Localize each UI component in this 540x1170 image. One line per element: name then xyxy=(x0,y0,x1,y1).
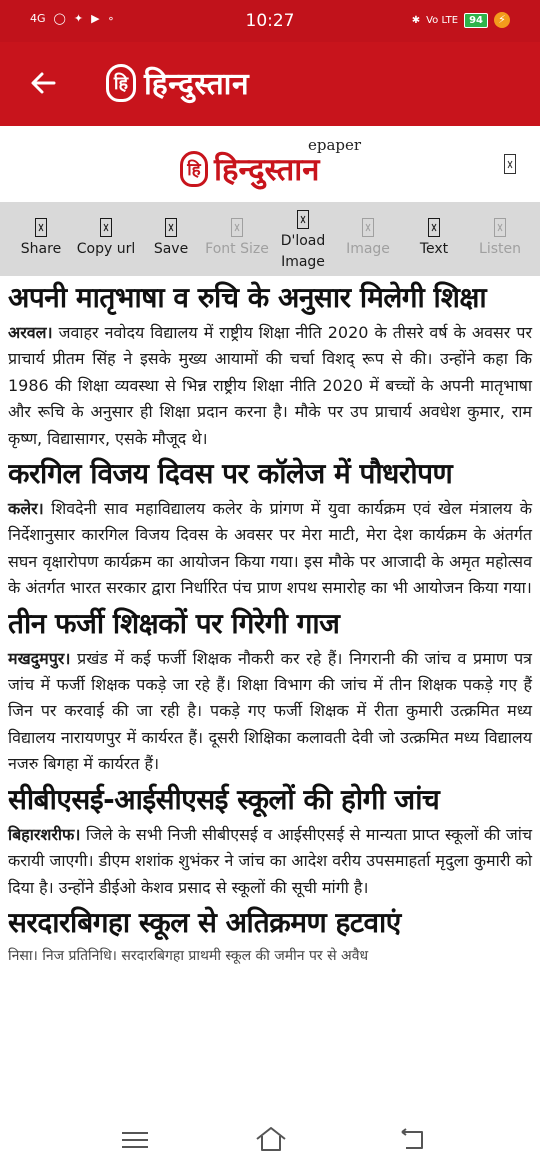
article xyxy=(0,602,540,778)
recent-apps-icon[interactable] xyxy=(122,1130,148,1150)
share-button[interactable] xyxy=(20,208,62,260)
article-text: निसा। निज प्रतिनिधि। सरदारबिगहा प्राथमी स्कूल की जमीन पर से अवैध xyxy=(8,947,369,964)
app-logo xyxy=(106,62,249,103)
whatsapp-icon: ◯ xyxy=(53,12,66,25)
image-icon xyxy=(362,218,374,237)
app-bar xyxy=(0,42,540,126)
network-indicator: 4G xyxy=(30,12,46,25)
back-arrow-icon[interactable] xyxy=(26,66,60,100)
logo-mark-icon: हि xyxy=(106,64,136,102)
youtube-icon: ▶ xyxy=(91,12,100,25)
article-text: शिवदेनी साव महाविद्यालय कलेर के प्रांगण में युवा कार्यक्रम एवं खेल मंत्रालय के निर्देशानुसार कारगिल विजय दिवस के अवसर पर मेरा माटी, मेरा देश कार्यक्रम के अंतर्गत सघन वृक्षारोपण कार्यक्रम का आयोजन किया गया। इस मौके पर आजादी के अमृत महोत्सव के अंतर्गत भारत सरकार द्वारा निर्धारित पंच प्राण शपथ समारोह का भी आयोजन किया गया। xyxy=(8,499,532,598)
article-body xyxy=(8,496,532,602)
article-body xyxy=(8,945,532,975)
article-toolbar xyxy=(0,202,540,276)
article xyxy=(0,778,540,901)
back-icon[interactable] xyxy=(398,1128,426,1152)
hotspot-icon: ∘ xyxy=(107,12,115,25)
menu-icon[interactable] xyxy=(504,154,516,174)
image-button[interactable] xyxy=(344,208,392,260)
listen-icon xyxy=(494,218,506,237)
twitter-icon: ✦ xyxy=(73,12,84,25)
text-label: Text xyxy=(419,241,449,257)
listen-button[interactable] xyxy=(476,208,524,260)
image-label: Image xyxy=(346,241,390,257)
download-image-button[interactable] xyxy=(276,208,330,273)
status-right xyxy=(412,12,510,28)
article-headline: तीन फर्जी शिक्षकों पर गिरेगी गाज xyxy=(8,606,340,640)
home-icon[interactable] xyxy=(254,1124,288,1154)
article-headline: करगिल विजय दिवस पर कॉलेज में पौधरोपण xyxy=(8,457,453,491)
article-headline: अपनी मातृभाषा व रुचि के अनुसार मिलेगी शिक्षा xyxy=(8,281,487,314)
font-size-label: Font Size xyxy=(205,241,269,257)
download-label-2: Image xyxy=(281,254,325,270)
article-body xyxy=(8,646,532,778)
download-image-icon xyxy=(297,210,309,229)
copy-url-icon xyxy=(100,218,112,237)
copy-url-label: Copy url xyxy=(76,241,136,257)
share-label: Share xyxy=(20,241,62,257)
save-button[interactable] xyxy=(152,208,190,260)
article-text: जवाहर नवोदय विद्यालय में राष्ट्रीय शिक्षा नीति 2020 के तीसरे वर्ष के अवसर पर प्राचार्य प्रीतम सिंह ने इसके मुख्य आयामों की चर्चा विशद् रूप से की। उन्होंने कहा कि 1986 की शिक्षा व्यवस्था से भिन्न राष्ट्रीय शिक्षा नीति 2020 में बच्चों के अपनी मातृभाषा और रूचि के अनुसार ही शिक्षा प्रदान करना है। मौके पर उप प्राचार्य अवधेश कुमार, राम कृष्ण, विद्यासागर, एसके मौजूद थे। xyxy=(8,323,532,448)
battery-indicator: 94 xyxy=(464,13,488,28)
listen-label: Listen xyxy=(479,241,521,257)
epaper-label: epaper xyxy=(308,136,362,154)
system-nav-bar xyxy=(0,1110,540,1170)
epaper-header xyxy=(0,126,540,202)
article-body xyxy=(8,320,532,452)
article-dateline: कलेर। xyxy=(8,499,44,519)
article-body xyxy=(8,822,532,901)
article-text: जिले के सभी निजी सीबीएसई व आईसीएसई से मान्यता प्राप्त स्कूलों की जांच करायी जाएगी। डीएम शशांक शुभंकर ने जांच का आदेश वरीय उपसमाहर्ता मृदुला कुमारी को दिया है। उन्होंने डीईओ केशव प्रसाद से स्कूलों की सूची मांगी है। xyxy=(8,824,532,897)
article xyxy=(0,276,540,452)
article-headline: सरदारबिगहा स्कूल से अतिक्रमण हटवाएं xyxy=(8,905,401,939)
bluetooth-icon: ✱ xyxy=(411,14,421,26)
save-label: Save xyxy=(153,241,189,257)
article-text: प्रखंड में कई फर्जी शिक्षक नौकरी कर रहे हैं। निगरानी की जांच व प्रमाण पत्र जांच में फर्जी शिक्षक पकड़े जा रहे हैं। शिक्षा विभाग की जांच में तीन शिक्षक पकड़े गए हैं जिन पर करवाई की जा रही है। पकड़े गए फर्जी शिक्षक में रीता कुमारी उत्क्रमित मध्य विद्यालय नारायणपुर में कार्यरत हैं। दूसरी शिक्षिका कलावती देवी जो उत्क्रमित मध्य विद्यालय नजरु बिगहा में कार्यरत हैं। xyxy=(8,648,532,774)
article-dateline: मखदुमपुर। xyxy=(8,648,71,668)
article-dateline: बिहारशरीफ। xyxy=(8,824,81,844)
text-icon xyxy=(428,218,440,237)
share-icon xyxy=(35,218,47,237)
save-icon xyxy=(165,218,177,237)
clock: 10:27 xyxy=(245,11,295,31)
copy-url-button[interactable] xyxy=(76,208,136,260)
epaper-logo xyxy=(180,148,320,190)
volte-indicator: Vo LTE xyxy=(426,14,459,26)
article-dateline: अरवल। xyxy=(8,323,53,342)
article-image-content[interactable] xyxy=(0,276,540,1110)
article-headline: सीबीएसई-आईसीएसई स्कूलों की होगी जांच xyxy=(8,782,440,816)
epaper-title: हिन्दुस्तान xyxy=(214,152,320,188)
app-title: हिन्दुस्तान xyxy=(144,67,250,102)
font-size-button[interactable] xyxy=(204,208,270,260)
status-bar xyxy=(0,0,540,42)
font-size-icon xyxy=(231,218,243,237)
article xyxy=(0,452,540,602)
text-button[interactable] xyxy=(414,208,454,260)
logo-mark-icon: हि xyxy=(180,151,208,187)
charging-icon: ⚡ xyxy=(494,12,510,28)
download-label-1: D'load xyxy=(280,233,326,249)
article xyxy=(0,901,540,975)
